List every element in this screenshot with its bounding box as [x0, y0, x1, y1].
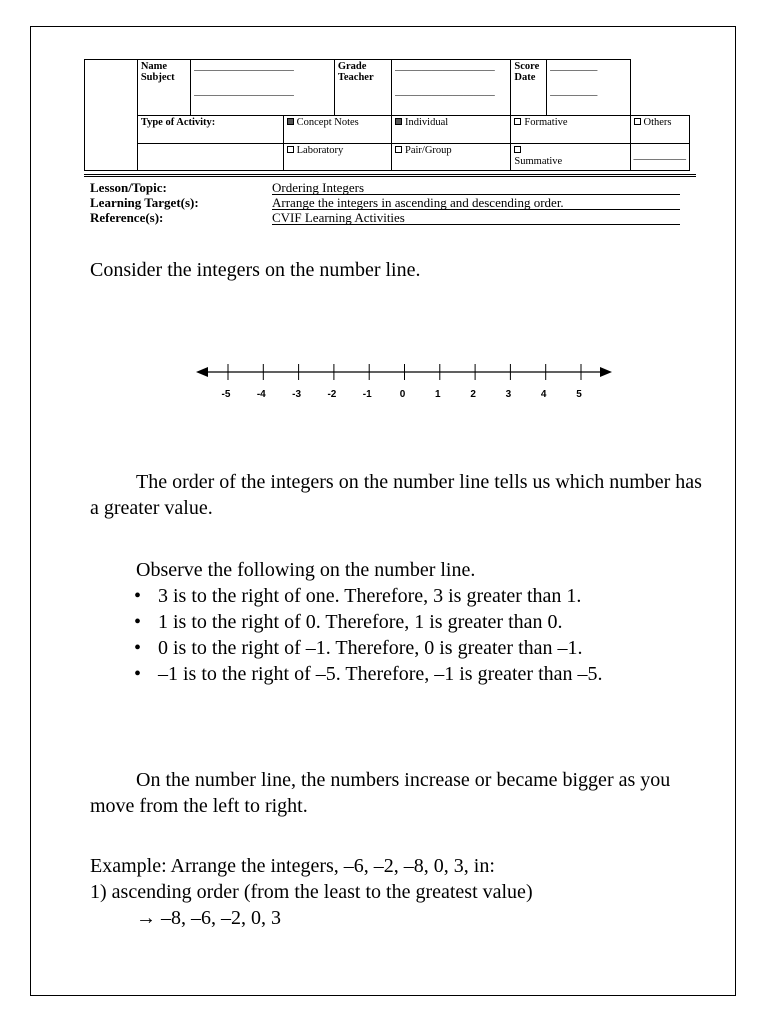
- step-one: 1) ascending order (from the least to the greatest value): [90, 881, 533, 903]
- checkbox-icon: [287, 146, 294, 153]
- number-line-label: -1: [362, 389, 372, 400]
- number-line: [0, 355, 768, 415]
- example-section: [90, 853, 710, 931]
- arrow-right-icon: [600, 367, 612, 377]
- option-concept-notes[interactable]: Concept Notes: [283, 116, 391, 144]
- header-rule: [84, 174, 696, 175]
- number-line-label: 3: [505, 389, 512, 400]
- arrow-left-icon: [196, 367, 208, 377]
- answer-line: [90, 905, 710, 931]
- checkbox-checked-icon: [287, 118, 294, 125]
- number-line-label: 1: [435, 389, 441, 400]
- number-line-label: -3: [292, 389, 302, 400]
- score-date-labels: [511, 60, 547, 116]
- bullet-list: [90, 583, 710, 687]
- option-pair-group[interactable]: Pair/Group: [391, 144, 510, 171]
- grade-label: Grade: [337, 61, 367, 72]
- score-date-fields[interactable]: _________ _________: [547, 60, 630, 116]
- number-line-label: 0: [399, 389, 406, 400]
- teacher-label: Teacher: [337, 72, 374, 83]
- subject-label: Subject: [140, 72, 175, 83]
- list-item: • –1 is to the right of –5. Therefore, –1 is greater than –5.: [90, 661, 710, 687]
- answer-text: –8, –6, –2, 0, 3: [161, 907, 281, 929]
- observe-text: Observe the following on the number line.: [136, 559, 476, 581]
- target-label: Learning Target(s):: [90, 195, 199, 210]
- type-of-activity-label: Type of Activity:: [137, 116, 283, 144]
- score-label: Score: [514, 61, 540, 72]
- option-individual[interactable]: Individual: [391, 116, 510, 144]
- reference-value: CVIF Learning Activities: [272, 210, 680, 225]
- target-value: Arrange the integers in ascending and descending order.: [272, 195, 680, 210]
- topic-label: Lesson/Topic:: [90, 180, 167, 195]
- lesson-info: [90, 180, 680, 225]
- number-line-label: 4: [540, 389, 547, 400]
- checkbox-icon: [514, 146, 521, 153]
- number-line-label: -4: [256, 389, 266, 400]
- example-text: Example: Arrange the integers, –6, –2, –8, 0, 3, in:: [90, 855, 495, 877]
- option-summative[interactable]: Summative: [511, 144, 630, 171]
- checkbox-icon: [395, 146, 402, 153]
- option-formative[interactable]: Formative: [511, 116, 630, 144]
- list-item: • 1 is to the right of 0. Therefore, 1 is greater than 0.: [90, 609, 710, 635]
- others-blank-cell[interactable]: __________: [630, 144, 690, 171]
- name-subject-labels: [137, 60, 190, 116]
- number-line-label: 2: [470, 389, 476, 400]
- header-blank-cell: [85, 60, 138, 171]
- paragraph-increase: On the number line, the numbers increase or became bigger as you move from the left to right.: [90, 769, 671, 817]
- list-item: • 0 is to the right of –1. Therefore, 0 is greater than –1.: [90, 635, 710, 661]
- paragraph-order: The order of the integers on the number line tells us which number has a greater value.: [90, 471, 702, 519]
- observe-section: [90, 557, 710, 687]
- header-table: [84, 59, 690, 171]
- checkbox-icon: [514, 118, 521, 125]
- name-subject-fields[interactable]: ___________________ ___________________: [191, 60, 335, 116]
- list-item: • 3 is to the right of one. Therefore, 3 is greater than 1.: [90, 583, 710, 609]
- intro-text: Consider the integers on the number line.: [90, 259, 421, 281]
- checkbox-icon: [634, 118, 641, 125]
- checkbox-checked-icon: [395, 118, 402, 125]
- arrow-right-icon: →: [136, 907, 156, 929]
- number-line-label: -5: [221, 389, 231, 400]
- option-others[interactable]: Others: [630, 116, 690, 144]
- name-label: Name: [140, 61, 168, 72]
- date-label: Date: [514, 72, 536, 83]
- reference-label: Reference(s):: [90, 210, 164, 225]
- number-line-label: -2: [327, 389, 337, 400]
- number-line-label: 5: [576, 389, 582, 400]
- topic-value: Ordering Integers: [272, 180, 680, 195]
- option-laboratory[interactable]: Laboratory: [283, 144, 391, 171]
- grade-teacher-labels: [334, 60, 391, 116]
- header-rule-2: [84, 176, 696, 177]
- grade-teacher-fields[interactable]: ___________________ ___________________: [391, 60, 510, 116]
- type-empty-cell: [137, 144, 283, 171]
